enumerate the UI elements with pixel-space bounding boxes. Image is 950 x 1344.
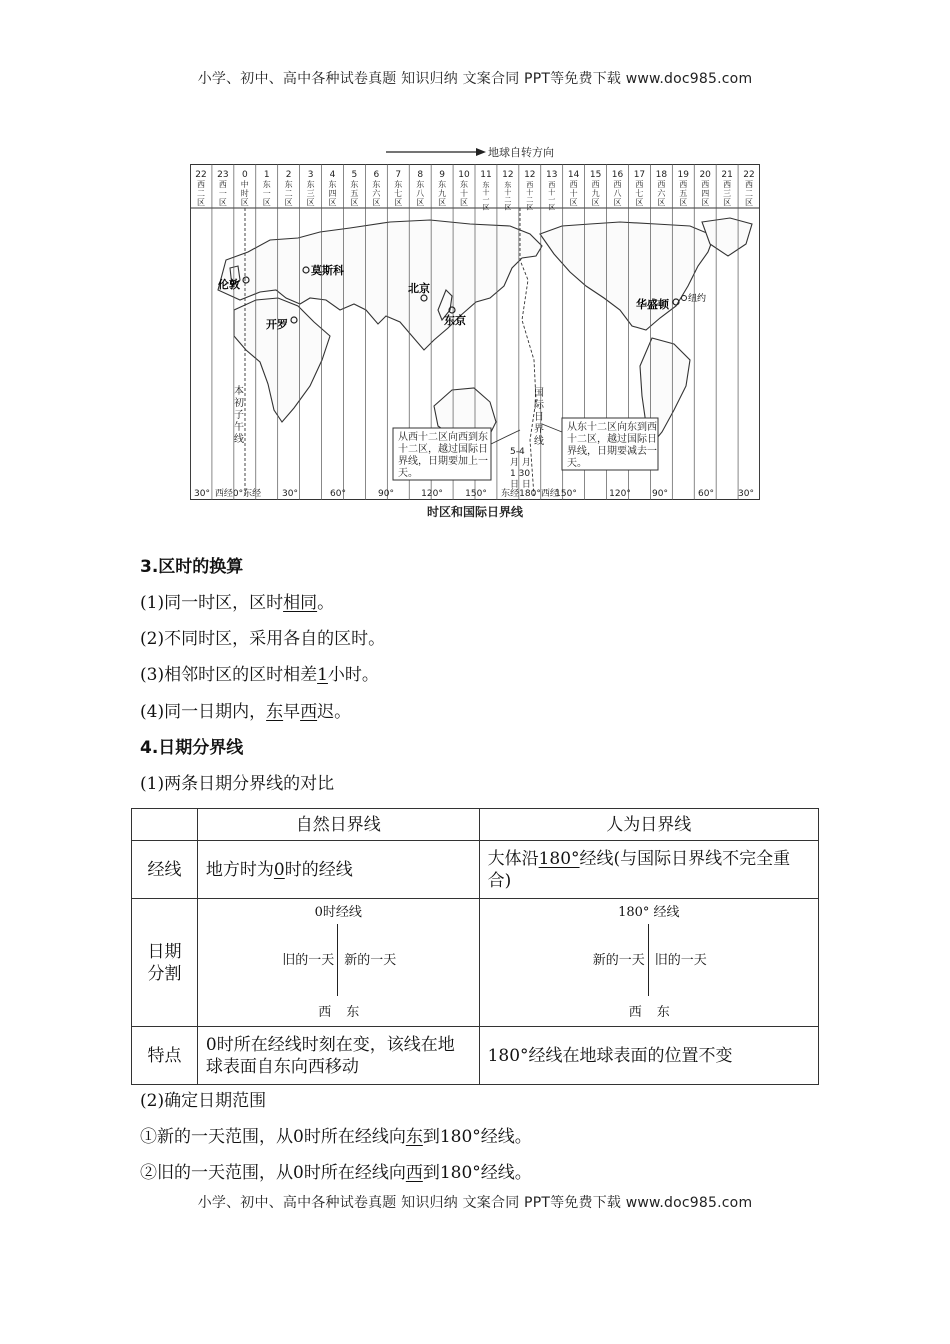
diagram-artificial-divider	[648, 924, 649, 996]
zone-name-char: 西	[526, 181, 534, 189]
zone-name-char: 区	[504, 203, 512, 212]
diagram-natural-west: 西	[318, 1004, 332, 1020]
table-corner-cell	[132, 809, 198, 841]
zone-name-char: 区	[284, 198, 293, 207]
section-3-title: 3.区时的换算	[140, 557, 244, 577]
diagram-artificial-west: 西	[628, 1004, 642, 1020]
longitude-tick: 30°	[194, 489, 210, 499]
zone-name-char: 十	[460, 189, 469, 198]
zone-name-char: 东	[416, 180, 425, 189]
zone-number: 6	[373, 170, 380, 180]
zone-name-char: 西	[548, 181, 556, 189]
zone-name-char: 区	[635, 198, 644, 207]
dateline-comparison-table	[131, 808, 819, 1085]
s4-item-2: ②旧的一天范围，从0时所在经线向西到180°经线。	[140, 1163, 532, 1183]
zone-number: 4	[329, 170, 336, 180]
zone-name-char: 五	[350, 189, 359, 198]
zone-name-char: 九	[438, 189, 447, 198]
zone-name-char: 区	[723, 198, 732, 207]
diagram-natural-right: 新的一天	[344, 952, 397, 968]
zone-name-char: 区	[306, 198, 315, 207]
time-zone-map-figure	[190, 140, 760, 525]
artificial-division-diagram	[549, 902, 749, 1024]
zone-name-char: 东	[438, 180, 447, 189]
zone-number: 21	[721, 170, 733, 180]
section-4-title: 4.日期分界线	[140, 738, 244, 758]
zone-name-char: 九	[591, 189, 600, 198]
zone-name-char: 东	[262, 180, 271, 189]
time-zone-map	[190, 140, 760, 525]
table-header-row	[132, 809, 819, 841]
zone-name-char: 二	[745, 189, 754, 198]
diagram-natural-east: 东	[346, 1004, 360, 1020]
zone-name-char: 二	[526, 196, 534, 204]
diagram-artificial-east: 东	[656, 1004, 670, 1020]
zone-number: 0	[241, 170, 248, 180]
zone-name-char: 西	[723, 180, 732, 189]
zone-number: 23	[217, 170, 229, 180]
date-tag: 5-4 月 月 1 30 日 日	[510, 447, 531, 490]
zone-name-char: 七	[635, 189, 644, 198]
longitude-tick: 90°	[378, 489, 394, 499]
zone-number: 13	[546, 170, 558, 180]
zone-number: 2	[285, 170, 292, 180]
city-cairo: 开罗	[266, 318, 288, 331]
natural-meridian-cell: 地方时为0时的经线	[197, 841, 479, 899]
zone-name-char: 区	[679, 198, 688, 207]
zone-name-char: 区	[240, 198, 249, 207]
zone-number: 1	[263, 170, 270, 180]
zone-number: 19	[677, 170, 689, 180]
zone-name-char: 东	[482, 181, 490, 189]
artificial-feature-cell: 180°经线在地球表面的位置不变	[479, 1027, 818, 1085]
zone-name-char: 二	[504, 196, 512, 204]
diagram-natural-divider	[337, 924, 338, 996]
zone-name-char: 十	[548, 188, 556, 197]
diagram-natural-top: 0时经线	[314, 904, 362, 920]
zone-name-char: 东	[328, 180, 337, 189]
city-london: 伦敦	[218, 278, 240, 291]
diagram-artificial-right: 旧的一天	[654, 952, 707, 968]
zone-name-char: 区	[372, 198, 381, 207]
zone-name-char: 区	[196, 198, 205, 207]
zone-name-char: 十	[526, 188, 534, 197]
zone-name-char: 区	[657, 198, 666, 207]
rotation-direction-arrow	[386, 148, 486, 156]
zone-name-char: 区	[701, 198, 710, 207]
zone-name-char: 西	[701, 180, 710, 189]
zone-name-char: 东	[372, 180, 381, 189]
zone-name-char: 区	[416, 198, 425, 207]
city-beijing: 北京	[408, 282, 430, 295]
zone-number: 5	[351, 170, 358, 180]
zone-number: 3	[307, 170, 314, 180]
zone-name-char: 区	[526, 203, 534, 212]
s3-line-2: (2)不同时区，采用各自的区时。	[140, 629, 386, 649]
s3-line-3: (3)相邻时区的区时相差1小时。	[140, 665, 379, 685]
zone-name-char: 东	[504, 181, 512, 189]
zone-name-char: 一	[218, 189, 227, 198]
zone-name-char: 八	[613, 189, 622, 198]
zone-name-char: 西	[657, 180, 666, 189]
zone-name-char: 区	[569, 198, 578, 207]
zone-name-char: 二	[196, 189, 205, 198]
row-meridian-head: 经线	[132, 841, 198, 899]
zone-name-char: 中	[240, 180, 249, 189]
zone-name-char: 区	[460, 198, 469, 207]
zone-name-char: 区	[482, 203, 490, 212]
zone-number: 20	[699, 170, 711, 180]
zone-number: 22	[743, 170, 755, 180]
zone-number: 9	[439, 170, 445, 180]
city-washington: 华盛顿	[636, 298, 669, 311]
zone-name-char: 六	[372, 189, 381, 198]
prime-meridian-label: 本初子午线	[234, 386, 244, 445]
longitude-tick: 西经0°东经	[214, 489, 262, 499]
zone-name-char: 西	[218, 180, 227, 189]
longitude-tick: 150°	[555, 489, 577, 499]
longitude-tick: 120°	[609, 489, 631, 499]
zone-name-char: 区	[328, 198, 337, 207]
diagram-artificial-left: 新的一天	[592, 952, 645, 968]
zone-name-char: 区	[218, 198, 227, 207]
zone-name-char: 区	[613, 198, 622, 207]
page-header: 小学、初中、高中各种试卷真题 知识归纳 文案合同 PPT等免费下载 www.doc985.com	[197, 71, 753, 87]
note-west-text: 从西十二区向西到东十二区，越过国际日界线，日期要加上一天。	[398, 432, 488, 479]
s4-sub-2: (2)确定日期范围	[140, 1091, 267, 1111]
zone-number: 12	[524, 170, 536, 180]
zone-name-char: 东	[460, 180, 469, 189]
longitude-tick: 120°	[421, 489, 443, 499]
zone-name-char: 三	[723, 189, 732, 198]
zone-name-char: 区	[745, 198, 754, 207]
zone-name-char: 东	[350, 180, 359, 189]
zone-name-char: 西	[679, 180, 688, 189]
zone-name-char: 西	[613, 180, 622, 189]
zone-name-char: 西	[635, 180, 644, 189]
zone-number: 16	[611, 170, 624, 180]
city-tokyo: 东京	[444, 314, 466, 327]
zone-number: 11	[480, 170, 492, 180]
artificial-division-cell	[479, 899, 818, 1027]
city-moscow: 莫斯科	[311, 264, 344, 277]
zone-name-char: 时	[240, 189, 249, 198]
city-newyork: 纽约	[688, 294, 707, 304]
row-division-head: 日期分割	[132, 899, 198, 1027]
zone-name-char: 三	[306, 189, 315, 198]
natural-division-cell	[197, 899, 479, 1027]
table-row-division	[132, 899, 819, 1027]
zone-name-char: 一	[548, 196, 556, 204]
zone-name-char: 十	[569, 189, 578, 198]
natural-feature-cell: 0时所在经线时刻在变，该线在地球表面自东向西移动	[197, 1027, 479, 1085]
zone-name-char: 西	[745, 180, 754, 189]
zone-name-char: 七	[394, 189, 403, 198]
zone-name-char: 四	[328, 189, 337, 198]
zone-name-char: 八	[416, 189, 425, 198]
figure-caption: 时区和国际日界线	[426, 505, 524, 519]
zone-name-char: 区	[394, 198, 403, 207]
zone-name-char: 东	[394, 180, 403, 189]
zone-name-char: 区	[438, 198, 447, 207]
zone-name-char: 四	[701, 189, 710, 198]
diagram-natural-left: 旧的一天	[282, 952, 335, 968]
longitude-tick: 30°	[282, 489, 298, 499]
s4-item-1: ①新的一天范围，从0时所在经线向东到180°经线。	[140, 1127, 532, 1147]
zone-name-char: 区	[350, 198, 359, 207]
col-artificial-header: 人为日界线	[479, 809, 818, 841]
longitude-tick: 90°	[652, 489, 668, 499]
zone-name-char: 六	[657, 189, 666, 198]
s3-line-1: (1)同一时区，区时相同。	[140, 593, 335, 613]
zone-name-char: 东	[284, 180, 293, 189]
direction-label: 地球自转方向	[488, 146, 554, 159]
zone-number: 18	[655, 170, 668, 180]
s3-line-4: (4)同一日期内，东早西迟。	[140, 702, 352, 722]
zone-name-char: 二	[284, 189, 293, 198]
zone-number: 10	[458, 170, 470, 180]
zone-name-char: 一	[482, 196, 490, 204]
table-row-meridian	[132, 841, 819, 899]
zone-number: 14	[567, 170, 580, 180]
date-line-label: 国际日界线	[534, 388, 544, 447]
zone-name-char: 一	[262, 189, 271, 198]
zone-name-char: 十	[504, 188, 512, 197]
zone-number: 7	[395, 170, 402, 180]
longitude-tick: 150°	[465, 489, 487, 499]
zone-number: 22	[195, 170, 207, 180]
zone-name-char: 区	[262, 198, 271, 207]
page-footer: 小学、初中、高中各种试卷真题 知识归纳 文案合同 PPT等免费下载 www.doc985.com	[197, 1195, 753, 1211]
longitude-tick: 60°	[698, 489, 714, 499]
zone-name-char: 西	[569, 180, 578, 189]
zone-name-char: 区	[591, 198, 600, 207]
zone-name-char: 西	[591, 180, 600, 189]
row-feature-head: 特点	[132, 1027, 198, 1085]
diagram-artificial-top: 180° 经线	[618, 904, 680, 920]
longitude-tick: 60°	[330, 489, 346, 499]
zone-name-char: 东	[306, 180, 315, 189]
zone-name-char: 五	[679, 189, 688, 198]
zone-number: 8	[417, 170, 424, 180]
artificial-meridian-cell: 大体沿180°经线(与国际日界线不完全重合)	[479, 841, 818, 899]
zone-name-char: 西	[196, 180, 205, 189]
note-east-text: 从东十二区向东到西十二区，越过国际日界线，日期要减去一天。	[567, 422, 657, 469]
longitude-tick: 30°	[738, 489, 754, 499]
zone-number: 15	[589, 170, 602, 180]
zone-name-char: 区	[548, 203, 556, 212]
natural-division-diagram	[238, 902, 438, 1024]
zone-number: 17	[633, 170, 646, 180]
longitude-tick: 东经180°西经	[501, 489, 559, 499]
table-row-feature	[132, 1027, 819, 1085]
col-natural-header: 自然日界线	[197, 809, 479, 841]
zone-number: 12	[502, 170, 514, 180]
s4-sub-1: (1)两条日期分界线的对比	[140, 774, 335, 794]
zone-name-char: 十	[482, 188, 490, 197]
